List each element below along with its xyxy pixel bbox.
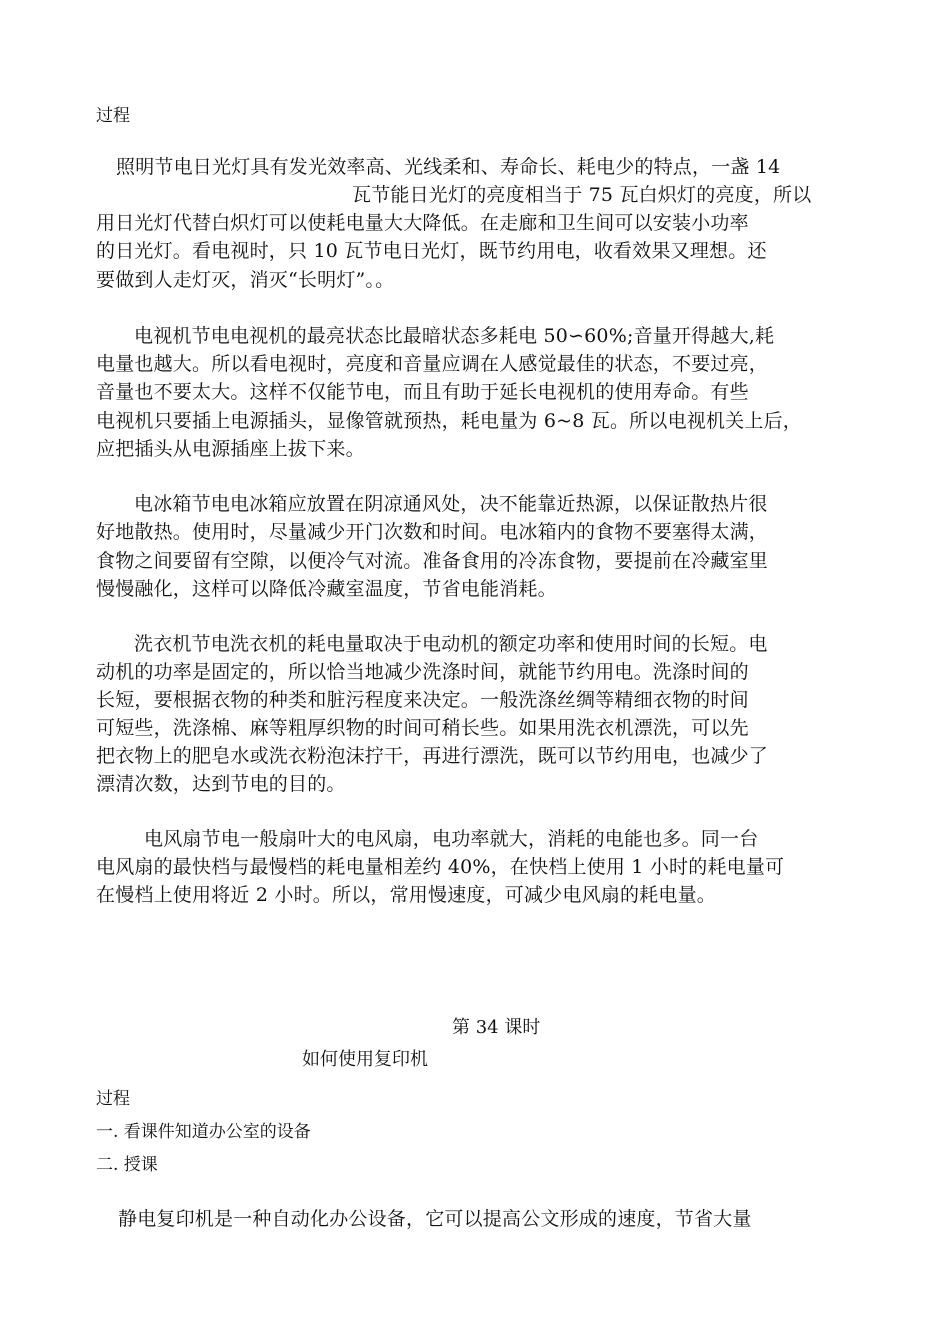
washer-line-6: 漂清次数，达到节电的目的。	[96, 773, 346, 795]
lighting-line-2: 瓦节能日光灯的亮度相当于 75 瓦白炽灯的亮度，所以	[352, 184, 812, 206]
fridge-line-1: 电冰箱节电电冰箱应放置在阴凉通风处，决不能靠近热源，以保证散热片很	[134, 493, 768, 515]
washer-line-4: 可短些，洗涤棉、麻等粗厚织物的时间可稍长些。如果用洗衣机漂洗，可以先	[96, 717, 749, 739]
lighting-line-1: 照明节电日光灯具有发光效率高、光线柔和、寿命长、耗电少的特点，一盏 14	[116, 156, 781, 178]
fridge-line-3: 食物之间要留有空隙，以便冷气对流。准备食用的冷冻食物，要提前在冷藏室里	[96, 550, 769, 572]
tv-line-3: 音量也不要太大。这样不仅能节电，而且有助于延长电视机的使用寿命。有些	[96, 381, 749, 403]
washer-line-3: 长短，要根据衣物的种类和脏污程度来决定。一般洗涤丝绸等精细衣物的时间	[96, 689, 749, 711]
process-label: 过程	[96, 106, 130, 126]
tv-line-1: 电视机节电电视机的最亮状态比最暗状态多耗电 50∽60%;音量开得越大,耗	[134, 325, 775, 347]
lesson-title: 如何使用复印机	[302, 1049, 428, 1070]
tv-line-5: 应把插头从电源插座上拔下来。	[96, 438, 365, 460]
tv-line-4: 电视机只要插上电源插头，显像管就预热，耗电量为 6~8 瓦。所以电视机关上后，	[96, 410, 802, 432]
tv-line-2: 电量也越大。所以看电视时，亮度和音量应调在人感觉最佳的状态，不要过亮，	[96, 353, 769, 375]
lesson-number: 第 34 课时	[452, 1017, 541, 1038]
washer-line-5: 把衣物上的肥皂水或洗衣粉泡沫拧干，再进行漂洗，既可以节约用电，也减少了	[96, 745, 769, 767]
fan-line-1: 电风扇节电一般扇叶大的电风扇，电功率就大，消耗的电能也多。同一台	[144, 828, 759, 850]
fridge-line-4: 慢慢融化，这样可以降低冷藏室温度，节省电能消耗。	[96, 578, 557, 600]
lighting-line-4: 的日光灯。看电视时，只 10 瓦节电日光灯，既节约用电，收看效果又理想。还	[96, 240, 767, 262]
fan-line-2: 电风扇的最快档与最慢档的耗电量相差约 40%，在快档上使用 1 小时的耗电量可	[96, 856, 785, 878]
lighting-line-3: 用日光灯代替白炽灯可以使耗电量大大降低。在走廊和卫生间可以安装小功率	[96, 212, 749, 234]
fan-line-3: 在慢档上使用将近 2 小时。所以，常用慢速度，可减少电风扇的耗电量。	[96, 884, 716, 906]
copier-line-1: 静电复印机是一种自动化办公设备，它可以提高公文形成的速度，节省大量	[118, 1208, 752, 1230]
washer-line-2: 动机的功率是固定的，所以恰当地减少洗涤时间，就能节约用电。洗涤时间的	[96, 661, 749, 683]
washer-line-1: 洗衣机节电洗衣机的耗电量取决于电动机的额定功率和使用时间的长短。电	[134, 633, 768, 655]
outline-item-1: 一. 看课件知道办公室的设备	[96, 1122, 311, 1142]
outline-item-2: 二. 授课	[96, 1155, 158, 1175]
outline-process: 过程	[96, 1089, 130, 1109]
lighting-line-5: 要做到人走灯灭，消灭“长明灯”。。	[96, 269, 395, 291]
fridge-line-2: 好地散热。使用时，尽量减少开门次数和时间。电冰箱内的食物不要塞得太满，	[96, 521, 769, 543]
